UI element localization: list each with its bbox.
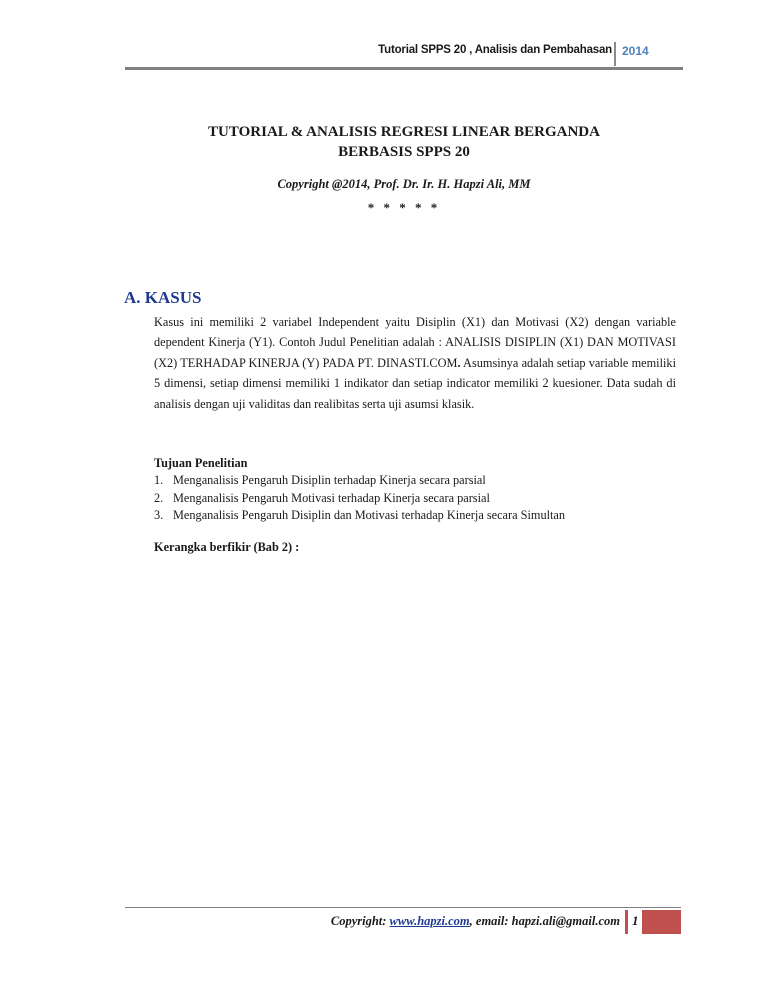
- list-item: [154, 507, 714, 525]
- tujuan-list: [154, 472, 714, 525]
- list-item-number: 2.: [154, 490, 164, 505]
- section-heading-kasus: A. KASUS: [124, 288, 202, 307]
- footer-copyright-label: Copyright:: [330, 914, 390, 928]
- footer-website-link[interactable]: www.hapzi.com: [389, 914, 470, 928]
- list-item: [154, 472, 714, 490]
- footer-copyright: [331, 914, 620, 929]
- stars-divider: * * * * *: [367, 200, 441, 215]
- page-number: 1: [632, 913, 639, 928]
- list-item-text: Menganalisis Pengaruh Disiplin dan Motivasi terhadap Kinerja secara Simultan: [173, 508, 566, 523]
- list-item-number: 1.: [154, 473, 164, 487]
- title-line-2: BERBASIS SPPS 20: [338, 144, 470, 160]
- header-year: 2014: [622, 44, 649, 58]
- footer-rule: [125, 907, 681, 908]
- footer-email: , email: hapzi.ali@gmail.com: [469, 914, 620, 928]
- list-item-text: Menganalisis Pengaruh Motivasi terhadap Kinerja secara parsial: [173, 490, 490, 505]
- header-rule: [125, 67, 683, 70]
- tujuan-heading: Tujuan Penelitian: [154, 456, 248, 470]
- author-copyright: Copyright @2014, Prof. Dr. Ir. H. Hapzi Ali, MM: [277, 177, 531, 191]
- title-line-1: TUTORIAL & ANALISIS REGRESI LINEAR BERGANDA: [208, 124, 600, 140]
- kasus-paragraph-period: .: [457, 355, 461, 370]
- kasus-paragraph: [154, 312, 676, 414]
- document-title: [0, 122, 768, 162]
- list-item-number: 3.: [154, 508, 164, 523]
- list-item-text: Menganalisis Pengaruh Disiplin terhadap Kinerja secara parsial: [173, 473, 486, 487]
- kasus-paragraph-text-2: Asumsinya adalah setiap variable memiliki 5 dimensi, setiap dimensi memiliki 1 indikator dan setiap indicator memiliki 2 kuesioner. Data sudah di analisis dengan uji validitas dan realibitas serta uji asumsi klasik.: [154, 355, 676, 411]
- header-title: Tutorial SPPS 20 , Analisis dan Pembahasan: [378, 44, 612, 56]
- kerangka-heading: Kerangka berfikir (Bab 2) :: [154, 540, 300, 554]
- list-item: [154, 490, 714, 508]
- header-separator: [614, 42, 616, 66]
- kasus-paragraph-text-1: Kasus ini memiliki 2 variabel Independent yaitu Disiplin (X1) dan Motivasi (X2) dengan variable dependent Kinerja (Y1). Contoh Judul Penelitian adalah : ANALISIS DISIPLIN (X1) DAN MOTIVASI (X2) TERHADAP KINERJA (Y) PADA PT. DINASTI.COM: [154, 315, 676, 370]
